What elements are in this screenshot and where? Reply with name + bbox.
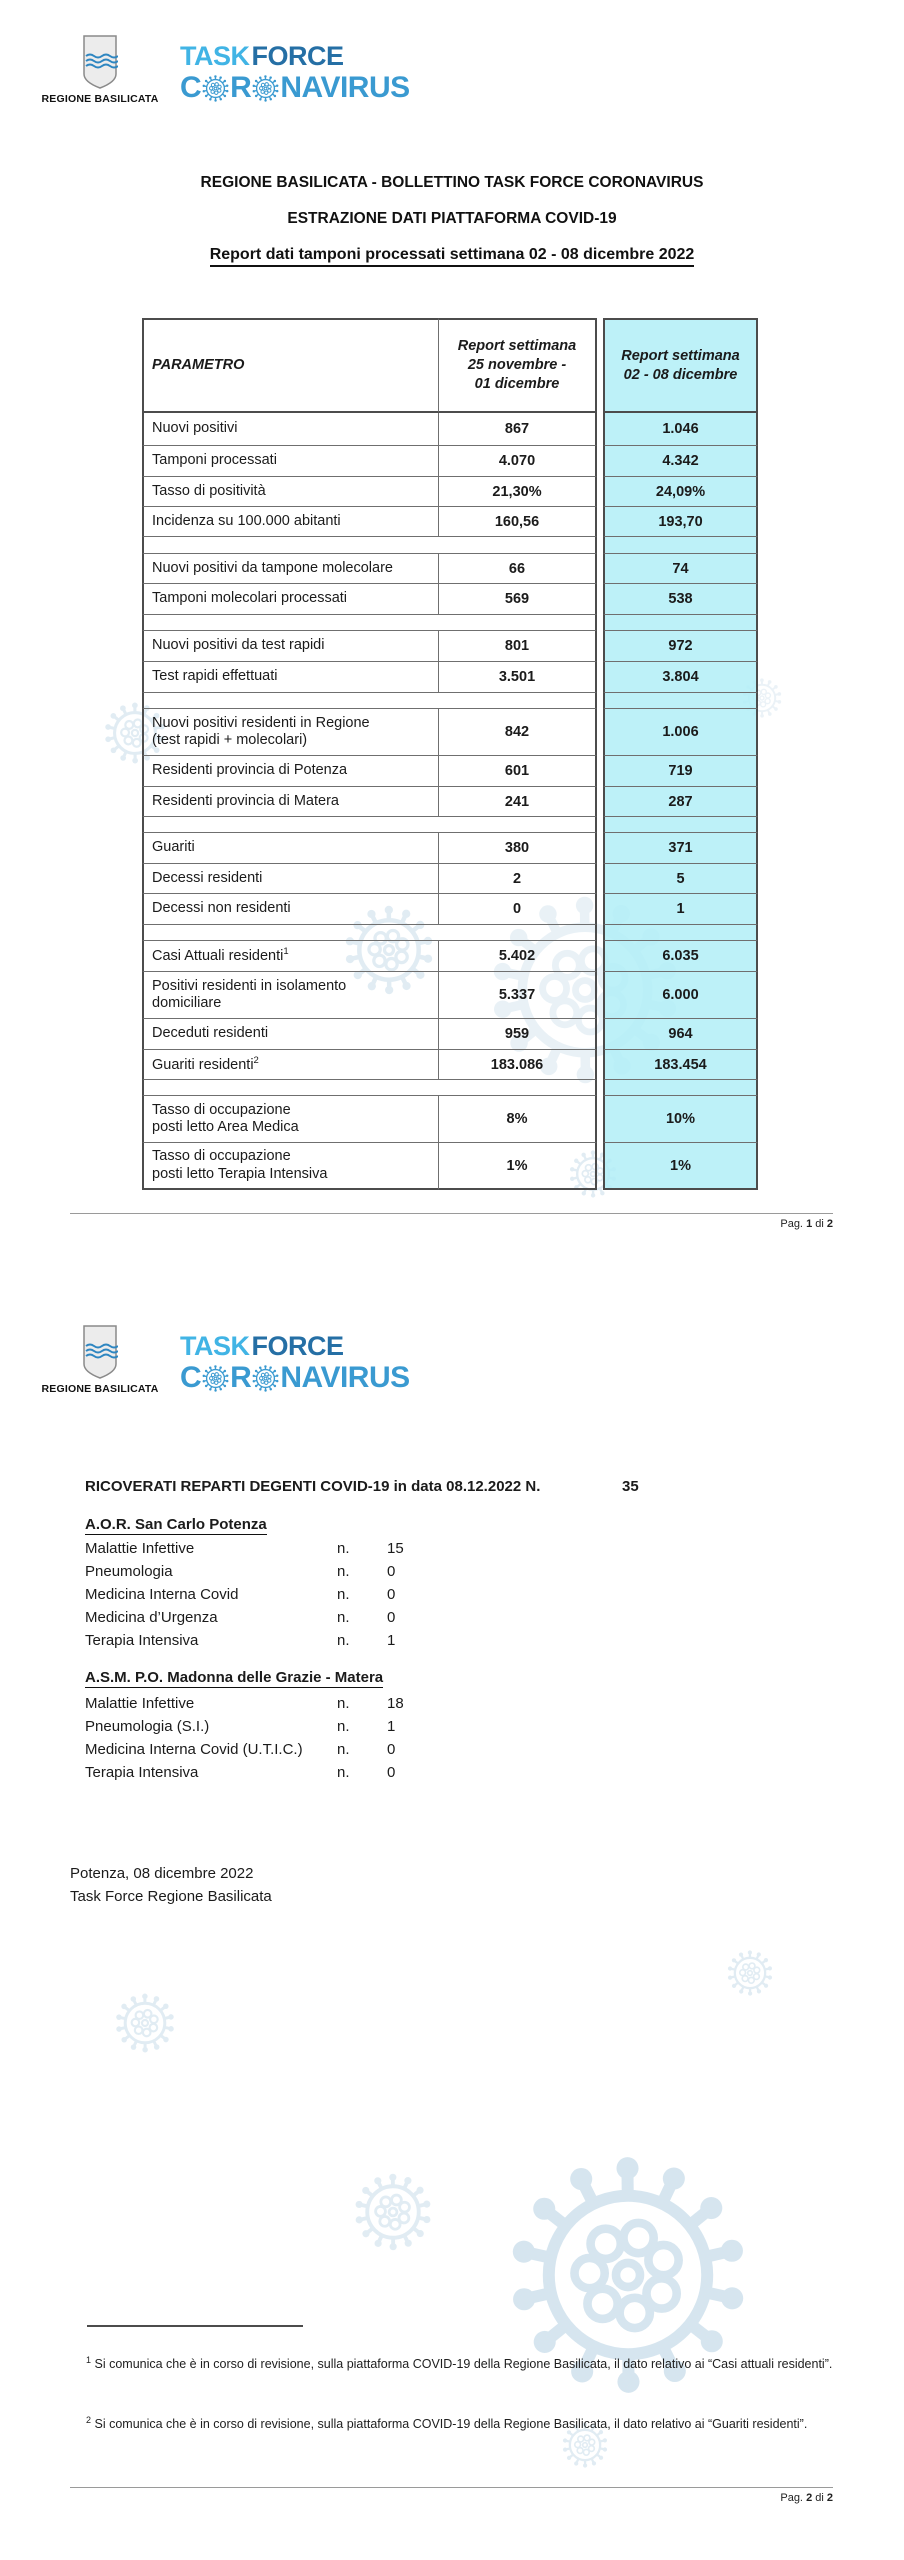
value-week1-cell: 183.086: [439, 1050, 597, 1080]
virus-o-icon: [252, 75, 279, 102]
parameter-cell: Tamponi processati: [142, 446, 439, 477]
watermark-virus-icon: [115, 1993, 175, 2053]
report-table: [142, 318, 758, 1190]
ward-row: [85, 1761, 447, 1784]
table-row: [142, 787, 758, 817]
spacer-cell-week2: [603, 817, 758, 833]
ward-label: Malattie Infettive: [85, 1540, 195, 1557]
spacer-cell: [142, 693, 597, 709]
virus-o-icon: [202, 75, 229, 102]
regione-basilicata-crest-icon: [82, 34, 118, 90]
spacer-cell: [142, 1080, 597, 1096]
value-week2-cell: 183.454: [603, 1050, 758, 1080]
watermark-virus-icon: [354, 2173, 432, 2251]
title-line-1: REGIONE BASILICATA - BOLLETTINO TASK FORCE CORONAVIRUS: [200, 174, 704, 191]
value-week2-cell: 3.804: [603, 662, 758, 693]
regione-basilicata-crest-icon: [82, 1324, 118, 1380]
parameter-cell: Nuovi positivi: [142, 413, 439, 446]
table-row: [142, 941, 758, 972]
ward-count-value: 0: [387, 1586, 396, 1603]
table-spacer-row: [142, 615, 758, 631]
ward-label: Medicina Interna Covid: [85, 1586, 239, 1603]
parameter-cell: Nuovi positivi residenti in Regione (test rapidi + molecolari): [142, 709, 439, 756]
value-week1-cell: 569: [439, 584, 597, 615]
table-row: [142, 1019, 758, 1050]
page2-number-label: Pag. 2 di 2: [780, 2492, 833, 2504]
table-row: [142, 477, 758, 507]
ward-label: Medicina d’Urgenza: [85, 1609, 218, 1626]
value-week2-cell: 371: [603, 833, 758, 864]
taskforce-coronavirus-logo: [36, 34, 410, 105]
spacer-cell-week2: [603, 537, 758, 554]
value-week1-cell: 2: [439, 864, 597, 894]
logo-task-text: TASK: [180, 41, 250, 71]
footnote-1: $^1$ Si comunica che è in corso di revisione, sulla piattaforma COVID-19 della Regione Basilicata, il dato relativo ai “Casi attuali residenti”.: [86, 2355, 833, 2372]
watermark-virus-icon: [727, 1950, 773, 1996]
value-week2-cell: 10%: [603, 1096, 758, 1143]
page1-number-label: Pag. 1 di 2: [780, 1218, 833, 1230]
table-row: [142, 864, 758, 894]
logo-task-text: TASK: [180, 1331, 250, 1361]
value-week1-cell: 801: [439, 631, 597, 662]
ricoverati-heading: [85, 1478, 805, 1495]
signoff-place-date: Potenza, 08 dicembre 2022: [70, 1865, 254, 1882]
table-row: [142, 709, 758, 756]
hospital-section-title: A.O.R. San Carlo Potenza: [85, 1516, 267, 1533]
value-week1-cell: 5.402: [439, 941, 597, 972]
ricoverati-total-value: 35: [622, 1478, 639, 1495]
spacer-cell: [142, 925, 597, 941]
value-week1-cell: 867: [439, 413, 597, 446]
value-week2-cell: 1: [603, 894, 758, 925]
ward-count-value: 1: [387, 1718, 396, 1735]
value-week1-cell: 66: [439, 554, 597, 584]
ward-row: [85, 1738, 447, 1761]
ward-count-value: 0: [387, 1563, 396, 1580]
ward-count-value: 0: [387, 1741, 396, 1758]
value-week2-cell: 287: [603, 787, 758, 817]
ward-n-label: n.: [337, 1695, 350, 1712]
ward-label: Medicina Interna Covid (U.T.I.C.): [85, 1741, 303, 1758]
spacer-cell: [142, 537, 597, 554]
ricoverati-label: RICOVERATI REPARTI DEGENTI COVID-19 in data 08.12.2022 N.: [85, 1478, 541, 1495]
parameter-cell: Decessi residenti: [142, 864, 439, 894]
value-week1-cell: 8%: [439, 1096, 597, 1143]
value-week2-cell: 1.006: [603, 709, 758, 756]
table-row: [142, 507, 758, 537]
ward-label: Terapia Intensiva: [85, 1764, 199, 1781]
table-row: [142, 1096, 758, 1143]
logo-letter: R: [230, 1361, 252, 1394]
value-week1-cell: 380: [439, 833, 597, 864]
hospital-section-title: A.S.M. P.O. Madonna delle Grazie - Matera: [85, 1669, 384, 1686]
value-week2-cell: 719: [603, 756, 758, 787]
region-name-label: REGIONE BASILICATA: [41, 1383, 159, 1395]
value-week1-cell: 4.070: [439, 446, 597, 477]
ward-count-value: 15: [387, 1540, 404, 1557]
footnote-2: $^2$ Si comunica che è in corso di revisione, sulla piattaforma COVID-19 della Regione Basilicata, il dato relativo ai “Guariti residenti”.: [86, 2415, 808, 2432]
logo-coronavirus-text: [180, 73, 410, 103]
header-parametro: PARAMETRO: [142, 318, 439, 413]
value-week2-cell: 4.342: [603, 446, 758, 477]
value-week2-cell: 964: [603, 1019, 758, 1050]
parameter-cell: Deceduti residenti: [142, 1019, 439, 1050]
page1-footer-rule: [70, 1213, 833, 1214]
value-week2-cell: 538: [603, 584, 758, 615]
table-row: [142, 1143, 758, 1190]
table-spacer-row: [142, 925, 758, 941]
logo-force-text: FORCE: [251, 1331, 344, 1361]
table-header-row: [142, 318, 758, 413]
ward-n-label: n.: [337, 1586, 350, 1603]
ward-row: [85, 1606, 447, 1629]
parameter-cell: Decessi non residenti: [142, 894, 439, 925]
value-week1-cell: 21,30%: [439, 477, 597, 507]
table-row: [142, 972, 758, 1019]
ward-count-value: 1: [387, 1632, 396, 1649]
logo-force-text: FORCE: [251, 41, 344, 71]
header-week1: Report settimana 25 novembre - 01 dicembre: [439, 318, 597, 413]
table-row: [142, 446, 758, 477]
logo-wordmark: [180, 1324, 410, 1395]
ward-label: Terapia Intensiva: [85, 1632, 199, 1649]
parameter-cell: Tasso di positività: [142, 477, 439, 507]
virus-o-icon: [202, 1365, 229, 1392]
table-spacer-row: [142, 1080, 758, 1096]
table-row: [142, 631, 758, 662]
parameter-cell: Residenti provincia di Matera: [142, 787, 439, 817]
ward-label: Pneumologia (S.I.): [85, 1718, 210, 1735]
hospital-ward-list: [85, 1692, 447, 1784]
value-week1-cell: 842: [439, 709, 597, 756]
ward-n-label: n.: [337, 1632, 350, 1649]
parameter-cell: Casi Attuali residenti$^1$: [142, 941, 439, 972]
value-week1-cell: 160,56: [439, 507, 597, 537]
parameter-cell: Test rapidi effettuati: [142, 662, 439, 693]
table-row: [142, 662, 758, 693]
parameter-cell: Nuovi positivi da tampone molecolare: [142, 554, 439, 584]
signoff-author: Task Force Regione Basilicata: [70, 1888, 272, 1905]
table-spacer-row: [142, 817, 758, 833]
spacer-cell: [142, 615, 597, 631]
taskforce-coronavirus-logo: [36, 1324, 410, 1395]
region-name-label: REGIONE BASILICATA: [41, 93, 159, 105]
parameter-cell: Tasso di occupazione posti letto Area Medica: [142, 1096, 439, 1143]
value-week1-cell: 601: [439, 756, 597, 787]
spacer-cell: [142, 817, 597, 833]
title-line-3: Report dati tamponi processati settimana 02 - 08 dicembre 2022: [210, 246, 695, 267]
signoff-block: [70, 1862, 272, 1908]
spacer-cell-week2: [603, 615, 758, 631]
logo-coronavirus-text: [180, 1363, 410, 1393]
virus-o-icon: [252, 1365, 279, 1392]
value-week1-cell: 241: [439, 787, 597, 817]
table-row: [142, 894, 758, 925]
parameter-cell: Guariti residenti$^2$: [142, 1050, 439, 1080]
parameter-cell: Residenti provincia di Potenza: [142, 756, 439, 787]
value-week2-cell: 6.035: [603, 941, 758, 972]
spacer-cell-week2: [603, 925, 758, 941]
logo-letter: C: [180, 71, 202, 104]
table-row: [142, 554, 758, 584]
value-week2-cell: 24,09%: [603, 477, 758, 507]
logo-wordmark: [180, 34, 410, 105]
value-week2-cell: 1%: [603, 1143, 758, 1190]
spacer-cell-week2: [603, 693, 758, 709]
logo-letter: C: [180, 1361, 202, 1394]
table-spacer-row: [142, 537, 758, 554]
page2-footer-rule: [70, 2487, 833, 2488]
logo-letter: R: [230, 71, 252, 104]
spacer-cell-week2: [603, 1080, 758, 1096]
ward-n-label: n.: [337, 1609, 350, 1626]
ward-label: Malattie Infettive: [85, 1695, 195, 1712]
value-week1-cell: 959: [439, 1019, 597, 1050]
value-week2-cell: 972: [603, 631, 758, 662]
ward-n-label: n.: [337, 1764, 350, 1781]
table-row: [142, 584, 758, 615]
hospital-ward-list: [85, 1537, 447, 1652]
ward-n-label: n.: [337, 1540, 350, 1557]
title-line-2: ESTRAZIONE DATI PIATTAFORMA COVID-19: [287, 210, 617, 227]
table-spacer-row: [142, 693, 758, 709]
ward-row: [85, 1715, 447, 1738]
logo-letters: NAVIRUS: [280, 71, 410, 104]
ward-label: Pneumologia: [85, 1563, 173, 1580]
ward-row: [85, 1583, 447, 1606]
table-row: [142, 833, 758, 864]
value-week2-cell: 6.000: [603, 972, 758, 1019]
ward-count-value: 0: [387, 1609, 396, 1626]
header-week2: Report settimana 02 - 08 dicembre: [603, 318, 758, 413]
parameter-cell: Guariti: [142, 833, 439, 864]
ward-row: [85, 1629, 447, 1652]
value-week2-cell: 5: [603, 864, 758, 894]
parameter-cell: Tamponi molecolari processati: [142, 584, 439, 615]
ward-n-label: n.: [337, 1563, 350, 1580]
parameter-cell: Incidenza su 100.000 abitanti: [142, 507, 439, 537]
ward-row: [85, 1560, 447, 1583]
ward-row: [85, 1537, 447, 1560]
parameter-cell: Tasso di occupazione posti letto Terapia Intensiva: [142, 1143, 439, 1190]
parameter-cell: Nuovi positivi da test rapidi: [142, 631, 439, 662]
value-week2-cell: 1.046: [603, 413, 758, 446]
table-row: [142, 756, 758, 787]
value-week2-cell: 74: [603, 554, 758, 584]
value-week1-cell: 5.337: [439, 972, 597, 1019]
table-row: [142, 1050, 758, 1080]
logo-letters: NAVIRUS: [280, 1361, 410, 1394]
footnote-rule: [87, 2325, 303, 2327]
ward-count-value: 0: [387, 1764, 396, 1781]
value-week2-cell: 193,70: [603, 507, 758, 537]
ward-n-label: n.: [337, 1741, 350, 1758]
ward-count-value: 18: [387, 1695, 404, 1712]
value-week1-cell: 0: [439, 894, 597, 925]
ward-n-label: n.: [337, 1718, 350, 1735]
value-week1-cell: 3.501: [439, 662, 597, 693]
parameter-cell: Positivi residenti in isolamento domiciliare: [142, 972, 439, 1019]
bulletin-titles: [0, 174, 904, 267]
table-row: [142, 413, 758, 446]
ward-row: [85, 1692, 447, 1715]
value-week1-cell: 1%: [439, 1143, 597, 1190]
